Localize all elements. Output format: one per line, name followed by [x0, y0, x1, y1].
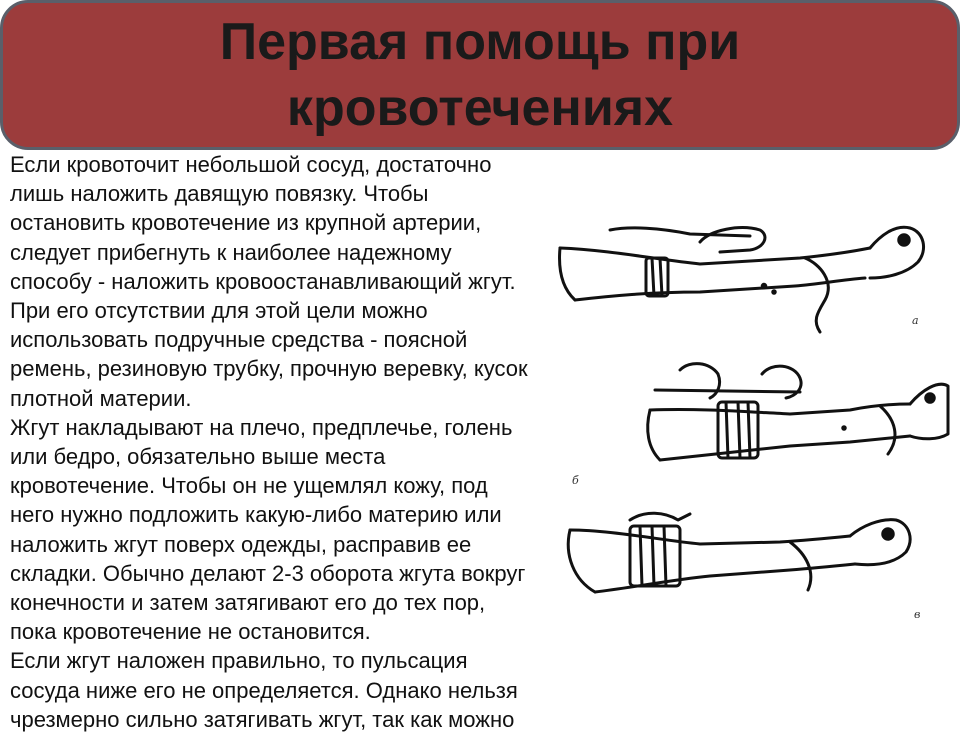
body-line: наложить жгут поверх одежды, расправив ее — [10, 531, 472, 557]
body-line: чрезмерно сильно затягивать жгут, так как можно — [10, 706, 515, 732]
body-line: лишь наложить давящую повязку. Чтобы — [10, 181, 429, 207]
body-line: или бедро, обязательно выше места — [10, 444, 386, 470]
body-line: плотной материи. — [10, 385, 192, 411]
figure-label-b: б — [572, 474, 579, 487]
body-line: ремень, резиновую трубку, прочную веревку, кусок — [10, 356, 528, 382]
tourniquet-illustration — [550, 200, 950, 620]
arm-figure-a — [560, 227, 924, 332]
body-line: складки. Обычно делают 2-3 оборота жгута вокруг — [10, 560, 526, 586]
figure-label-c: в — [914, 608, 921, 620]
body-line: Если жгут наложен правильно, то пульсация — [10, 648, 468, 674]
figure-label-a: а — [912, 314, 919, 327]
arm-figure-b — [572, 364, 948, 487]
body-line: пока кровотечение не остановится. — [10, 619, 371, 645]
body-line: остановить кровотечение из крупной артерии, — [10, 210, 482, 236]
title-line-2: кровотечениях — [286, 79, 674, 137]
body-text — [10, 150, 600, 734]
title-line-1: Первая помощь при — [219, 13, 741, 71]
title-banner — [0, 0, 960, 150]
page-title — [220, 9, 741, 141]
body-line: кровотечение. Чтобы он не ущемлял кожу, под — [10, 473, 488, 499]
body-line: Жгут накладывают на плечо, предплечье, голень — [10, 414, 513, 440]
body-line: Если кровоточит небольшой сосуд, достаточно — [10, 152, 492, 177]
body-line: сосуда ниже его не определяется. Однако нельзя — [10, 677, 518, 703]
body-line: использовать подручные средства - поясной — [10, 327, 468, 353]
body-line: При его отсутствии для этой цели можно — [10, 298, 428, 324]
body-line: следует прибегнуть к наиболее надежному — [10, 239, 452, 265]
arm-figure-c — [568, 513, 920, 620]
body-line: конечности и затем затягивают его до тех пор, — [10, 590, 486, 616]
body-line: него нужно подложить какую-либо материю или — [10, 502, 502, 528]
body-line: способу - наложить кровоостанавливающий жгут. — [10, 268, 516, 294]
